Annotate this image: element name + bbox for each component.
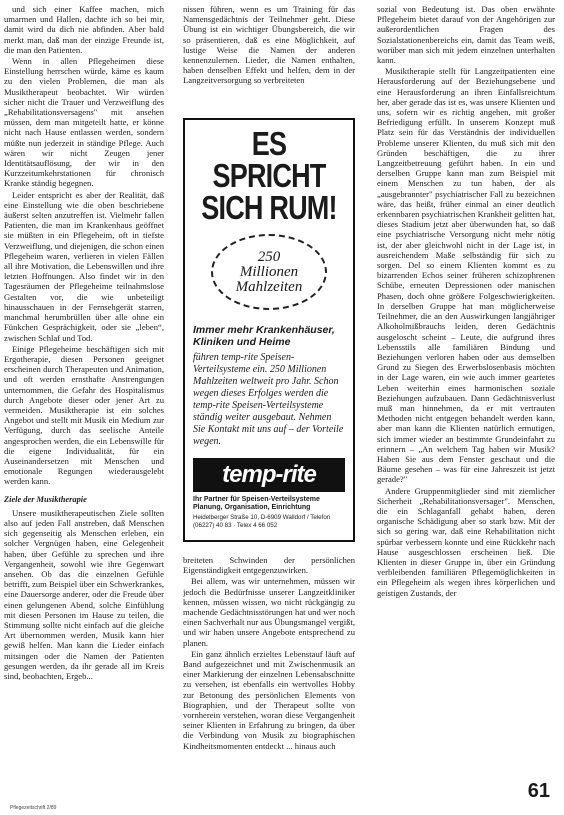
ad-body: führen temp-rite Speisen-Verteilsysteme ein. 250 Millionen Mahlzeiten weltweit pro Jahr. Schon wegen dieses Erfolges werden die temp-rite Speisen-Verteilsysteme ständig weiter ausgebaut. Nehmen Sie Kontakt mit uns auf – der Vorteile wegen.: [193, 352, 344, 447]
paragraph: Leider entspricht es aber der Realität, daß eine Einstellung wie die oben beschriebene äußerst selten anzutreffen ist. Vielmehr fallen Patienten, die man im Krankenhaus geöffnet sie müßten in ein Pflegeheim, oft in tiefste Verzweiflung, und diejenigen, die schon einen Pflegeheim waren, verlieren in vielen Fällen all ihre Motivation, die Lebenswillen und ihre letzten Hoffnungen. Also findet wir in den Tagesräumen der Pflegeheime teilnahmslose Gestalten vor, die wie unbeteiligt hinausschauen in der Fernsehgerät starren, manchmal herumbrüllen über alle ohne ein Fünkchen Gesprächigkeit, oder sie „leben“, zwischen Schlaf und Tod.: [4, 189, 164, 343]
ad-headline: [200, 125, 338, 226]
text-column-left: [4, 4, 164, 802]
paragraph: sozial von Bedeutung ist. Das oben erwähnte Pflegeheim bietet darauf von der Angehörigen zur außerordentlichen Fragen des Sozialstationenbereichs ein, damit das Team weiß, worüber man sich mit jedem einzelnen unterhalten kann.: [377, 4, 555, 66]
ad-logo: temp-rite: [193, 458, 345, 492]
paragraph: Bei allem, was wir unternehmen, müssen wir jedoch die Bedürfnisse unserer Langzeitkliniker kennen, müssen wissen, wo nicht rückgängig zu machende Gedächtnisstörungen hat und wer noch einen Sachverhalt nur aus Übungsmangel vergißt, und wir haben unsere Angebote entsprechend zu planen.: [183, 576, 355, 648]
ad-badge: [211, 234, 327, 310]
paragraph: Unsere musiktherapeutischen Ziele sollten also auf jeden Fall anstreben, daß Menschen sich gegenseitig als Menschen erleben, ein solcher Vergnügen haben, eine Gelegenheit haben, über Gefühle zu sprechen und ihre Vergangenheit, sowohl wie ihre Gegenwart ansehen. Ob das die einzelnen Gefühle betrifft, zum Beispiel über ein Schwerkrankes, eine Dauersorge anderer, oder die Freude über einen gelungenen Abend, solche Einfühlung mit diesen Personen im Hause zu teilen, die Stimmung sollte nicht einfach auf die gleiche Art übernommen werden, Musik kann hier gewiß helfen. Man kann die Lieder einfach mitsingen oder die Namen der Patienten gesungen werden, da ihr gerade all im Kreis sind, beobachten, Ergeb...: [4, 507, 164, 681]
footer-note: Pflegezeitschrift 2/89: [10, 805, 57, 811]
ad-subhead: Immer mehr Krankenhäuser, Kliniken und Heime: [193, 324, 335, 348]
badge-line2: Mahlzeiten: [235, 278, 303, 295]
paragraph: breiteten Schwinden der persönlichen Eigenständigkeit entgegenzuwirken.: [183, 555, 355, 576]
badge-number: 250: [257, 248, 281, 265]
paragraph: und sich einer Kaffee machen, mich umarmen und Hallen, dachte ich so bei mir, damit wird du dich nie abfinden. Aber bald merkt man, daß man der einzige Freunde ist, die man den Patienten.: [4, 4, 164, 55]
text-column-right: [377, 4, 555, 796]
paragraph: Einige Pflegeheime beschäftigen sich mit Ergotherapie, diesen Personen geeignet erscheinen durch Therapeuten und Animation, und oft werden ernsthafte Anstrengungen unternommen, die Gefahr des Hospitalismus durch Angebote dieser oder jener Art zu vermeiden. Musiktherapie ist ein solches Angebot und stellt mit Musik ein Medium zur Verfügung, durch das seelische Anteile angesprochen werden, die ein Lebenswille für die eigene Individualität, für ein Auseinandersetzen mit Menschen und emotionale Regungen wiederausgelebt werden kann.: [4, 343, 164, 487]
page-number: 61: [527, 780, 550, 802]
paragraph: Wenn in allen Pflegeheimen diese Einstellung herrschen würde, käme es kaum zu den vielen Problemen, die man als Musiktherapeut beobachtet. Wir würden sicher nicht die Trauer und Verzweiflung des „Rehabilitationsversagens" mit ansehen müssen, dem man mitgeteilt hatte, er könne nicht nach Hause entlassen werden, sondern müßte nun jederzeit in ständige Pflege. Auch wären wir nicht Zeugen jener Identitätsauflösung, der wir in den Kurzzeitumkehrstationen für chronisch Kranke ständig begegnen.: [4, 56, 164, 189]
section-heading: Ziele der Musiktherapie: [4, 494, 87, 504]
ad-partner: Ihr Partner für Speisen-Verteilsysteme Planung, Organisation, Einrichtung: [193, 496, 320, 511]
ad-headline-line1: ES SPRICHT: [212, 125, 326, 194]
ad-address: Heidelberger Straße 10, D-6909 Walldorf / Telefon (06227) 40 83 · Telex 4 66 052: [193, 514, 331, 529]
text-column-middle-bottom: [183, 555, 355, 803]
badge-line1: Millionen: [239, 263, 299, 280]
paragraph: Ein ganz ähnlich erzieltes Lebenstauf läuft auf Band aufgezeichnet und mit Zwischenmusik an einer Markierung der einzelnen Lebensabschnitte zu versehen, ist ebenfalls ein wertvolles Hobby zur Betonung des persönlichen Elements von Biographien, und der Therapeut sollte von vornherein verstehen, woran diese Vergangenheit seiner Klienten in Erfahrung zu bringen, da über die Verbindung von Musik zu biographischen Kindheitsmomenten entdeckt ... hinaus auch: [183, 648, 355, 751]
paragraph: nissen führen, wenn es um Training für das Namensgedächtnis der Teilnehmer geht. Diese Übung ist ein wichtiger Übungsbereich, die wir so präsentieren, daß es eine Möglichkeit, auf lustige Weise die Namen der anderen kennenzulernen. Lieder, die Namen enthalten, haben denselben Effekt und helfen, dem in der Langzeitversorgung so verbreiteten: [183, 4, 355, 86]
advertisement: [183, 118, 355, 542]
text-column-middle-top: [183, 4, 355, 106]
ad-headline-line2: SICH RUM!: [201, 189, 337, 226]
paragraph: Musiktherapie stellt für Langzeitpatienten eine Herausforderung auf der Beziehungsebene und eine Herausforderung an ihren Einfallsreichtum her, aber gerade das ist es, was unsere Klienten und uns, sofern wir es richtig angehen, mit großer Befriedigung erfüllt. In unserem Konzept muß Platz sein für das Verständnis der individuellen Probleme unserer Klienten, du muß sich mit den Gründen beschäftigen, die zu ihrer Langzeitbetreuung geführt haben. In ein und derselben Gruppe kann man zum Beispiel mit einem Menschen zu tun haben, der als „ausgebrannter" psychiatrischer Fall zu bezeichnen wäre, das heißt, früher einmal an einer deutlich erkennbaren psychiatrischen Krankheit gelitten hat, dieses Stadium jetzt aber überwunden hat, so daß eine psychiatrische Versorgung nicht mehr nötig ist, der aber gleichwohl nicht in der Lage ist, in ausreichendem Maße selbständig für sich zu sorgen. Del so einem Klienten kommt es zu bizarrenden Echos seiner früheren schizophrenen Schübe, erneuten Depressionen oder manischen Phasen, doch ohne größere Folgeschwierigkeiten. In derselben Gruppe hat man möglicherweise Teilnehmer, die an den Auswirkungen langjähriger Alkoholmißbrauchs leiden, deren Gedächtnis ausgeloscht scheint – Leute, die aufgrund ihres Lebensstils alle familiären Bindung und Beziehungen verloren haben oder aus demselben Grund zu Siegen des Erwerbslosenbasis möchten in der Lage waren, ein wie auch immer geartetes Leben weiterhin eines harmonischen soziale Beziehungen aufzubauen. Dann Gedächtnisverlust muß man hinnehmen, da er mit vertrauten Methoden nicht entgegen behandelt werden kann, aber man kann die Klienten natürlich ermutigen, sich immer wieder an bestimmte Grundeinfahrt zu erinnern – „An welchem Tag haben wir Musik? Haben Sie aus dem Fenster geschaut und die Bäume gesehen – was für eine Jahreszeit ist jetzt gerade?": [377, 66, 555, 485]
paragraph: Andere Gruppenmitglieder sind mit ziemlicher Sicherheit „Rehabilitationsversager". Menschen, die ein Schlaganfall gehabt haben, deren organische Schädigung aber so stark bzw. Mit der sich so gering war, daß eine Rehabilitation nicht spürbar verbessern konnte und eine Rückkehr nach Hause ausgeschlossen erscheinen ließ. Die Klienten in dieser Gruppe in, über ein Gründung verbleibenden familiären Pflegemöglichkeiten in ein Pflegeheim als wegen ihres körperlichen und geistigen Zustands, der: [377, 485, 555, 598]
